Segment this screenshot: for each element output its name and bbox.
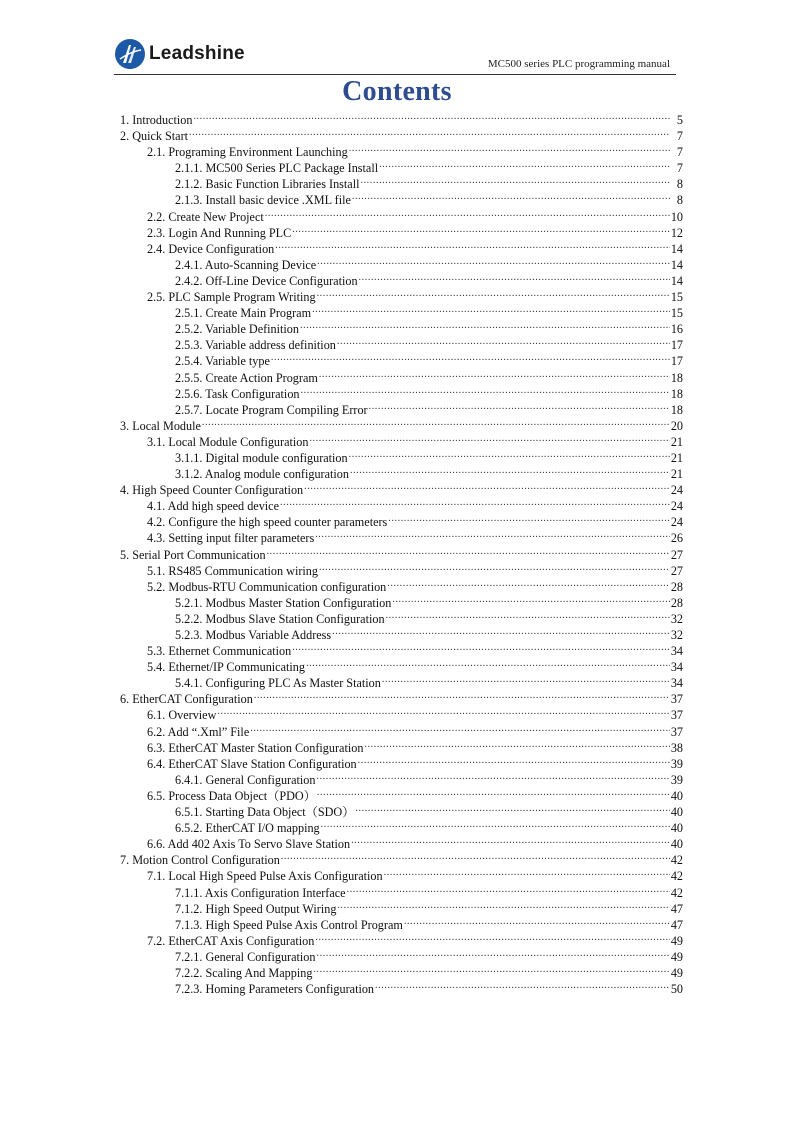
toc-entry[interactable] (120, 671, 683, 691)
toc-entry-title: 6.1. Overview (147, 708, 217, 723)
toc-entry-page: 50 (670, 982, 683, 997)
toc-dot-leader (301, 382, 670, 398)
toc-entry-page: 42 (670, 885, 683, 900)
toc-dot-leader (317, 784, 670, 800)
toc-dot-leader (386, 607, 670, 623)
toc-dot-leader (193, 108, 670, 124)
toc-entry-page: 15 (670, 290, 683, 305)
toc-entry-page: 24 (670, 499, 683, 514)
toc-dot-leader (351, 832, 670, 848)
toc-dot-leader (306, 655, 670, 671)
toc-dot-leader (265, 205, 670, 221)
toc-dot-leader (317, 285, 670, 301)
toc-entry-title: 6.5.1. Starting Data Object（SDO） (175, 805, 355, 820)
toc-entry[interactable] (120, 108, 683, 127)
toc-entry[interactable] (120, 446, 683, 465)
toc-entry[interactable] (120, 623, 683, 642)
toc-entry-page: 14 (670, 257, 683, 272)
toc-dot-leader (352, 188, 670, 204)
toc-dot-leader (316, 768, 669, 784)
toc-entry-page: 47 (670, 901, 683, 916)
toc-entry[interactable] (120, 398, 683, 417)
toc-entry-title: 6.4.1. General Configuration (175, 772, 316, 787)
toc-dot-leader (317, 253, 670, 269)
toc-dot-leader (316, 945, 669, 961)
toc-dot-leader (355, 800, 669, 816)
toc-entry[interactable] (120, 462, 683, 482)
toc-entry[interactable] (120, 156, 683, 176)
toc-entry-title: 5.3. Ethernet Communication (147, 644, 292, 659)
page-title: Contents (342, 76, 452, 107)
toc-entry[interactable] (120, 897, 683, 916)
toc-entry[interactable] (120, 221, 683, 240)
toc-entry-title: 7.2.1. General Configuration (175, 949, 316, 964)
toc-entry-page: 27 (670, 547, 683, 562)
header-divider (114, 74, 676, 75)
toc-entry[interactable] (120, 285, 683, 305)
toc-entry[interactable] (120, 253, 683, 272)
toc-entry-page: 14 (670, 273, 683, 288)
toc-dot-leader (349, 446, 670, 462)
toc-dot-leader (250, 720, 670, 736)
toc-entry[interactable] (120, 510, 683, 530)
toc-entry-page: 18 (670, 386, 683, 401)
toc-entry-page: 7 (676, 129, 683, 144)
toc-entry-title: 7. Motion Control Configuration (120, 853, 280, 868)
toc-entry-title: 7.1.3. High Speed Pulse Axis Control Program (175, 917, 403, 932)
toc-entry[interactable] (120, 124, 683, 144)
toc-dot-leader (280, 494, 670, 510)
toc-dot-leader (360, 172, 670, 188)
toc-entry[interactable] (120, 269, 683, 288)
toc-entry[interactable] (120, 881, 683, 900)
toc-entry-title: 1. Introduction (120, 113, 193, 127)
toc-entry[interactable] (120, 543, 683, 562)
toc-entry-page: 16 (670, 322, 683, 337)
toc-entry-page: 21 (670, 467, 683, 482)
toc-dot-leader (267, 543, 670, 559)
toc-dot-leader (321, 816, 670, 832)
toc-entry[interactable] (120, 752, 683, 771)
toc-entry-title: 2.1.1. MC500 Series PLC Package Install (175, 161, 379, 176)
toc-entry-page: 34 (670, 660, 683, 675)
toc-dot-leader (375, 977, 670, 993)
toc-entry-page: 39 (670, 772, 683, 787)
toc-entry-title: 7.1.1. Axis Configuration Interface (175, 885, 346, 900)
toc-entry[interactable] (120, 188, 683, 208)
toc-entry[interactable] (120, 929, 683, 948)
toc-entry-title: 2. Quick Start (120, 129, 189, 144)
toc-dot-leader (254, 687, 670, 703)
toc-entry-page: 37 (670, 708, 683, 723)
table-of-contents (120, 108, 683, 997)
toc-entry-title: 4.2. Configure the high speed counter parameters (147, 515, 388, 530)
toc-entry-title: 5.2.1. Modbus Master Station Configuration (175, 595, 392, 610)
toc-entry[interactable] (120, 140, 683, 160)
toc-entry-page: 20 (670, 418, 683, 433)
toc-dot-leader (292, 221, 670, 237)
toc-entry[interactable] (120, 864, 683, 884)
toc-entry-title: 2.5.7. Locate Program Compiling Error (175, 402, 368, 417)
toc-entry[interactable] (120, 575, 683, 594)
toc-entry-page: 17 (670, 354, 683, 369)
page-header (114, 36, 676, 76)
toc-entry[interactable] (120, 559, 683, 578)
toc-dot-leader (312, 301, 670, 317)
toc-entry-title: 2.5. PLC Sample Program Writing (147, 290, 316, 305)
toc-entry[interactable] (120, 607, 683, 626)
toc-entry-page: 15 (670, 306, 683, 321)
leadshine-logo-icon (114, 38, 146, 70)
toc-entry-title: 7.1.2. High Speed Output Wiring (175, 901, 337, 916)
toc-dot-leader (349, 140, 670, 156)
toc-entry[interactable] (120, 800, 683, 820)
toc-dot-leader (319, 559, 670, 575)
toc-entry-title: 2.4.1. Auto-Scanning Device (175, 257, 317, 272)
toc-dot-leader (202, 414, 670, 430)
toc-entry-title: 2.3. Login And Running PLC (147, 225, 292, 240)
toc-dot-leader (379, 156, 670, 172)
toc-entry-title: 6.2. Add “.Xml” File (147, 724, 250, 739)
toc-entry-page: 27 (670, 563, 683, 578)
toc-entry-page: 38 (670, 740, 683, 755)
toc-entry[interactable] (120, 961, 683, 980)
toc-entry[interactable] (120, 736, 683, 755)
toc-dot-leader (281, 848, 670, 864)
toc-entry-page: 24 (670, 515, 683, 530)
toc-entry[interactable] (120, 333, 683, 353)
toc-entry-page: 32 (670, 628, 683, 642)
toc-entry-title: 3. Local Module (120, 418, 201, 433)
brand-name: Leadshine (149, 43, 245, 64)
toc-dot-leader (347, 881, 670, 897)
toc-entry-title: 6.5.2. EtherCAT I/O mapping (175, 821, 320, 836)
toc-entry-title: 4.3. Setting input filter parameters (147, 531, 315, 546)
toc-entry-page: 37 (670, 724, 683, 739)
toc-entry-page: 21 (670, 450, 683, 465)
toc-dot-leader (404, 913, 670, 929)
toc-entry[interactable] (120, 832, 683, 852)
toc-dot-leader (189, 124, 670, 140)
toc-dot-leader (350, 462, 670, 478)
toc-entry-page: 5 (676, 113, 683, 127)
toc-entry-page: 37 (670, 692, 683, 707)
toc-entry[interactable] (120, 478, 683, 498)
toc-entry-page: 40 (670, 837, 683, 852)
toc-entry[interactable] (120, 703, 683, 723)
toc-dot-leader (309, 430, 669, 446)
toc-entry-page: 28 (670, 579, 683, 594)
toc-entry-title: 7.2.3. Homing Parameters Configuration (175, 982, 375, 997)
toc-dot-leader (337, 897, 669, 913)
toc-dot-leader (271, 349, 670, 365)
toc-entry[interactable] (120, 720, 683, 739)
toc-entry[interactable] (120, 639, 683, 659)
toc-entry[interactable] (120, 237, 683, 256)
toc-dot-leader (300, 317, 670, 333)
toc-entry-page: 17 (670, 338, 683, 353)
toc-entry-page: 7 (676, 161, 683, 176)
toc-entry-title: 2.2. Create New Project (147, 209, 264, 224)
toc-entry-title: 5.2.2. Modbus Slave Station Configuration (175, 611, 385, 626)
toc-entry[interactable] (120, 205, 683, 224)
toc-entry-title: 6.5. Process Data Object（PDO） (147, 788, 316, 803)
toc-entry-page: 18 (670, 370, 683, 385)
toc-entry[interactable] (120, 526, 683, 546)
toc-entry-title: 2.4. Device Configuration (147, 241, 275, 256)
toc-entry-page: 39 (670, 756, 683, 771)
toc-entry-title: 3.1.2. Analog module configuration (175, 467, 349, 482)
toc-entry[interactable] (120, 414, 683, 433)
toc-entry-title: 2.5.6. Task Configuration (175, 386, 300, 401)
toc-entry-title: 2.1. Programing Environment Launching (147, 145, 348, 160)
toc-dot-leader (384, 864, 670, 880)
toc-entry-title: 2.5.5. Create Action Program (175, 370, 318, 385)
toc-entry-page: 34 (670, 676, 683, 691)
toc-entry-title: 6.3. EtherCAT Master Station Configuration (147, 740, 364, 755)
toc-entry-page: 47 (670, 917, 683, 932)
toc-entry-title: 5.1. RS485 Communication wiring (147, 563, 318, 578)
toc-dot-leader (358, 752, 670, 768)
toc-entry-title: 3.1.1. Digital module configuration (175, 450, 348, 465)
toc-entry-page: 32 (670, 611, 683, 626)
toc-entry-page: 8 (676, 193, 683, 208)
toc-entry-page: 34 (670, 644, 683, 659)
toc-entry-title: 6.6. Add 402 Axis To Servo Slave Station (147, 837, 351, 852)
toc-dot-leader (337, 333, 670, 349)
toc-entry-page: 24 (670, 483, 683, 498)
toc-entry-page: 49 (670, 933, 683, 948)
toc-dot-leader (382, 671, 670, 687)
toc-entry-title: 5.2. Modbus-RTU Communication configuration (147, 579, 387, 594)
toc-entry[interactable] (120, 382, 683, 401)
toc-entry-title: 4. High Speed Counter Configuration (120, 483, 304, 498)
toc-entry[interactable] (120, 784, 683, 803)
toc-entry-title: 3.1. Local Module Configuration (147, 434, 309, 449)
toc-entry[interactable] (120, 687, 683, 707)
toc-dot-leader (388, 510, 670, 526)
toc-dot-leader (217, 703, 669, 719)
toc-entry[interactable] (120, 591, 683, 610)
toc-entry-title: 5.4. Ethernet/IP Communicating (147, 660, 305, 675)
toc-entry[interactable] (120, 366, 683, 385)
toc-dot-leader (392, 591, 669, 607)
toc-entry-title: 2.1.2. Basic Function Libraries Install (175, 177, 360, 192)
toc-dot-leader (359, 269, 670, 285)
toc-entry-title: 7.1. Local High Speed Pulse Axis Configuration (147, 869, 383, 884)
toc-entry[interactable] (120, 655, 683, 675)
toc-entry-title: 2.5.1. Create Main Program (175, 306, 312, 321)
toc-entry-title: 5.4.1. Configuring PLC As Master Station (175, 676, 381, 691)
toc-dot-leader (315, 929, 669, 945)
brand-logo (114, 36, 245, 72)
toc-entry[interactable] (120, 349, 683, 369)
toc-entry[interactable] (120, 172, 683, 192)
toc-dot-leader (369, 398, 670, 414)
toc-entry[interactable] (120, 494, 683, 514)
toc-entry-title: 4.1. Add high speed device (147, 499, 280, 514)
toc-entry-page: 49 (670, 949, 683, 964)
toc-entry-page: 26 (670, 531, 683, 546)
toc-dot-leader (364, 736, 669, 752)
toc-entry-page: 42 (670, 869, 683, 884)
toc-dot-leader (387, 575, 670, 591)
toc-entry[interactable] (120, 913, 683, 932)
toc-entry-title: 6. EtherCAT Configuration (120, 692, 253, 707)
toc-entry-page: 10 (670, 209, 683, 224)
toc-entry-page: 40 (670, 821, 683, 836)
toc-entry-title: 2.5.4. Variable type (175, 354, 270, 369)
toc-entry-page: 40 (670, 788, 683, 803)
toc-entry-page: 49 (670, 965, 683, 980)
toc-entry[interactable] (120, 848, 683, 868)
toc-dot-leader (319, 366, 670, 382)
toc-entry[interactable] (120, 430, 683, 449)
toc-entry-page: 18 (670, 402, 683, 417)
toc-entry-page: 7 (676, 145, 683, 160)
toc-entry-title: 5. Serial Port Communication (120, 547, 266, 562)
toc-entry-page: 42 (670, 853, 683, 868)
toc-entry[interactable] (120, 768, 683, 787)
toc-dot-leader (292, 639, 670, 655)
toc-entry-page: 28 (670, 595, 683, 610)
toc-entry[interactable] (120, 317, 683, 337)
toc-entry-title: 2.1.3. Install basic device .XML file (175, 193, 351, 208)
toc-dot-leader (315, 526, 670, 542)
toc-entry-page: 12 (670, 225, 683, 240)
toc-entry-page: 21 (670, 434, 683, 449)
toc-dot-leader (313, 961, 669, 977)
toc-dot-leader (332, 623, 670, 639)
toc-entry-page: 14 (670, 241, 683, 256)
toc-entry[interactable] (120, 816, 683, 836)
toc-entry-title: 7.2. EtherCAT Axis Configuration (147, 933, 315, 948)
manual-title: MC500 series PLC programming manual (487, 58, 670, 70)
toc-entry[interactable] (120, 977, 683, 997)
toc-entry-title: 7.2.2. Scaling And Mapping (175, 965, 313, 980)
toc-entry-title: 6.4. EtherCAT Slave Station Configuration (147, 756, 357, 771)
toc-dot-leader (304, 478, 670, 494)
toc-entry-page: 40 (670, 805, 683, 820)
toc-entry[interactable] (120, 301, 683, 321)
toc-entry-title: 2.4.2. Off-Line Device Configuration (175, 273, 358, 288)
toc-entry-page: 8 (676, 177, 683, 192)
toc-dot-leader (275, 237, 670, 253)
toc-entry-title: 2.5.3. Variable address definition (175, 338, 336, 353)
toc-entry[interactable] (120, 945, 683, 964)
toc-entry-title: 2.5.2. Variable Definition (175, 322, 299, 337)
toc-entry-title: 5.2.3. Modbus Variable Address (175, 628, 332, 642)
